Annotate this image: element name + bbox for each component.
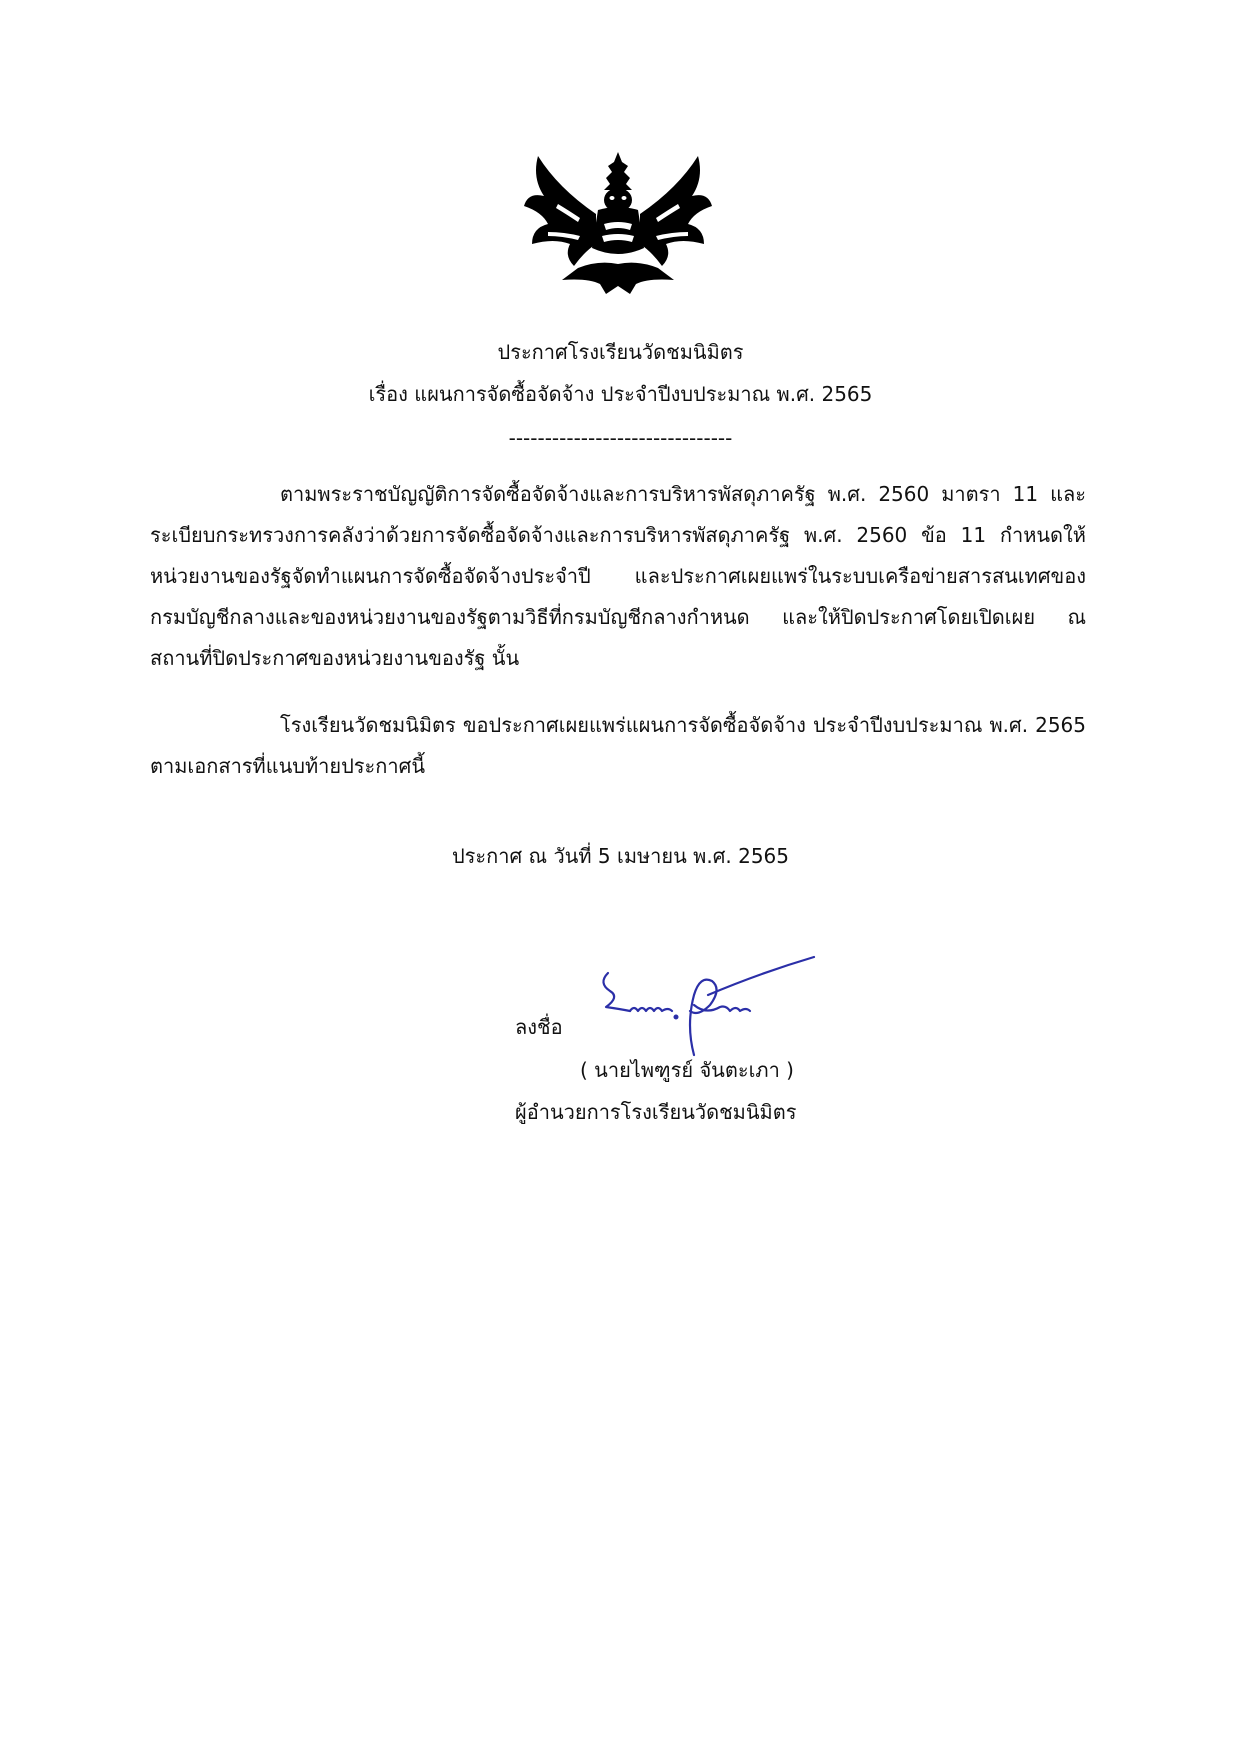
announcement-title: ประกาศโรงเรียนวัดชมนิมิตร	[497, 340, 744, 364]
announcement-subject: เรื่อง แผนการจัดซื้อจัดจ้าง ประจำปีงบประมาณ พ.ศ. 2565	[368, 382, 873, 406]
body-paragraph-1: ตามพระราชบัญญัติการจัดซื้อจัดจ้างและการบริหารพัสดุภาครัฐ พ.ศ. 2560 มาตรา 11 และ ระเบียบกระทรวงการคลังว่าด้วยการจัดซื้อจัดจ้างและการบริหารพัสดุภาครัฐ พ.ศ. 2560 ข้อ 11 กำหนดให้ หน่วยงานของรัฐจัดทำแผนการจัดซื้อจัดจ้างประจำปี และประกาศเผยแพร่ในระบบเครือข่ายสารสนเทศของ กรมบัญชีกลางและของหน่วยงานของรัฐตามวิธีที่กรมบัญชีกลางกำหนด และให้ปิดประกาศโดยเปิดเผย ณ สถานที่ปิดประกาศของหน่วยงานของรัฐ นั้น	[150, 482, 1086, 670]
divider-line: -------------------------------	[508, 426, 733, 450]
garuda-emblem-icon	[518, 148, 718, 296]
signer-name: ( นายไพฑูรย์ จันตะเภา )	[580, 1058, 794, 1082]
body-paragraph-2: โรงเรียนวัดชมนิมิตร ขอประกาศเผยแพร่แผนการจัดซื้อจัดจ้าง ประจำปีงบประมาณ พ.ศ. 2565 ตามเอกสารที่แนบท้ายประกาศนี้	[150, 713, 1086, 778]
signer-position: ผู้อำนวยการโรงเรียนวัดชมนิมิตร	[515, 1100, 797, 1124]
handwritten-signature	[590, 955, 820, 1065]
announcement-date: ประกาศ ณ วันที่ 5 เมษายน พ.ศ. 2565	[451, 844, 790, 868]
sign-label: ลงชื่อ	[515, 1015, 563, 1039]
